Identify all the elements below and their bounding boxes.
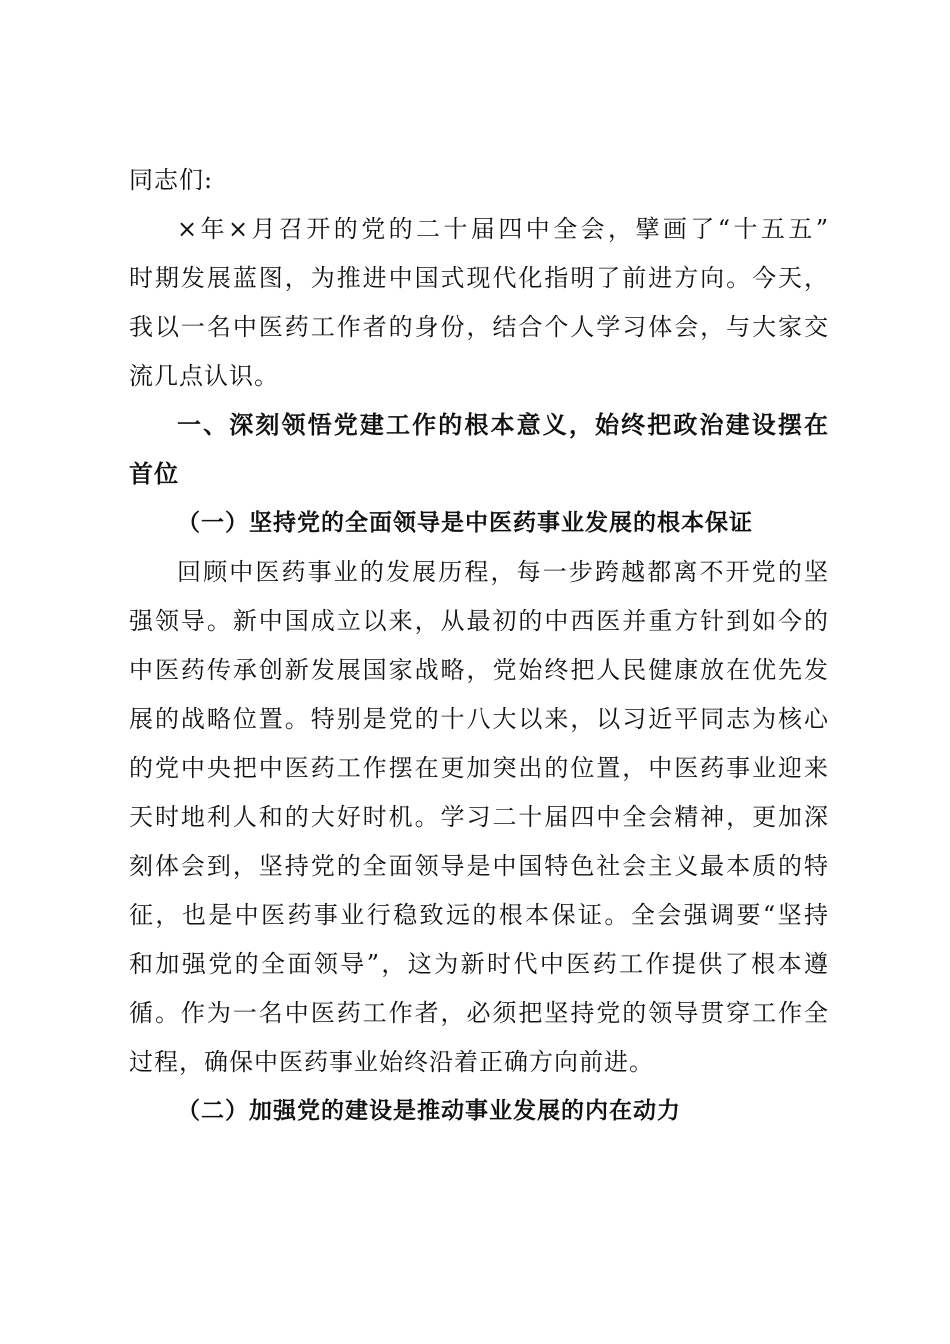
body-1-line-8: 征，也是中医药事业行稳致远的根本保证。全会强调要“坚持 [129,901,829,929]
body-1-line-1: 回顾中医药事业的发展历程，每一步跨越都离不开党的坚 [177,558,829,586]
body-1-line-2: 强领导。新中国成立以来，从最初的中西医并重方针到如今的 [129,607,829,635]
salutation: 同志们: [129,166,214,194]
intro-line-1: ×年×月召开的党的二十届四中全会，擘画了“十五五” [177,215,829,243]
body-1-line-6: 天时地利人和的大好时机。学习二十届四中全会精神，更加深 [129,803,829,831]
intro-line-3: 我以一名中医药工作者的身份，结合个人学习体会，与大家交 [129,313,829,341]
intro-line-2: 时期发展蓝图，为推进中国式现代化指明了前进方向。今天， [129,264,829,292]
document-body [129,156,829,1136]
body-1-line-7: 刻体会到，坚持党的全面领导是中国特色社会主义最本质的特 [129,852,829,880]
body-1-line-11: 过程，确保中医药事业始终沿着正确方向前进。 [129,1048,654,1076]
body-1-line-5: 的党中央把中医药工作摆在更加突出的位置，中医药事业迎来 [129,754,829,782]
body-1-line-3: 中医药传承创新发展国家战略，党始终把人民健康放在优先发 [129,656,829,684]
intro-line-4: 流几点认识。 [129,362,279,390]
body-1-line-4: 展的战略位置。特别是党的十八大以来，以习近平同志为核心 [129,705,829,733]
body-1-line-9: 和加强党的全面领导”，这为新时代中医药工作提供了根本遵 [129,950,829,978]
section-1-title-line-2: 首位 [129,460,179,488]
section-1-title-line-1: 一、深刻领悟党建工作的根本意义，始终把政治建设摆在 [177,411,829,439]
body-1-line-10: 循。作为一名中医药工作者，必须把坚持党的领导贯穿工作全 [129,999,829,1027]
subsection-1-title: （一）坚持党的全面领导是中医药事业发展的根本保证 [177,510,753,536]
subsection-2-title: （二）加强党的建设是推动事业发展的内在动力 [177,1098,681,1124]
